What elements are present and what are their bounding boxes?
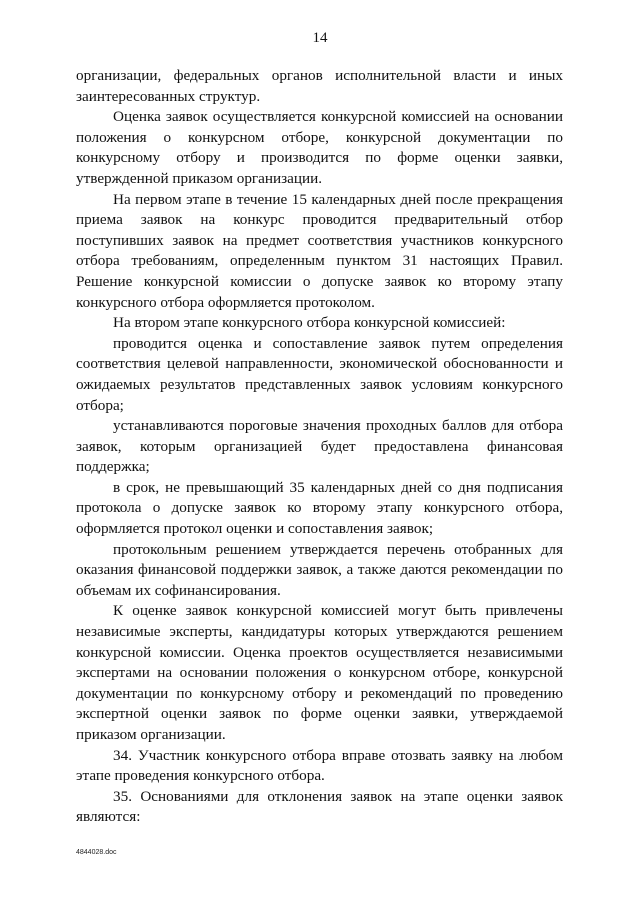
paragraph-continuation: организации, федеральных органов исполнительной власти и иных заинтересованных структур. (76, 67, 563, 105)
paragraph-second-stage-item-3: в срок, не превышающий 35 календарных дней со дня подписания протокола о допуске заявок ко второму этапу конкурсного отбора, оформляется протокол оценки и сопоставления заявок; (76, 478, 563, 538)
paragraph-clause-34: 34. Участник конкурсного отбора вправе отозвать заявку на любом этапе проведения конкурсного отбора. (76, 746, 563, 785)
paragraph-second-stage-item-2: устанавливаются пороговые значения проходных баллов для отбора заявок, которым организацией будет предоставлена финансовая поддержка; (76, 417, 563, 476)
paragraph-independent-experts: К оценке заявок конкурсной комиссией могут быть привлечены независимые эксперты, кандидатуры которых утверждаются решением конкурсной комиссии. Оценка проектов осуществляется независимыми экспертами на основании положения о конкурсном отборе, конкурсной документации по конкурсному отбору и рекомендаций по проведению экспертной оценки заявок по форме оценки заявки, утверждаемой приказом организации. (76, 602, 563, 743)
footer-document-code: 4844028.doc (76, 849, 117, 856)
paragraph-evaluation-procedure: Оценка заявок осуществляется конкурсной комиссией на основании положения о конкурсном отборе, конкурсной документации по конкурсному отбору и производится по форме оценки заявки, утвержденной приказом организации. (76, 108, 563, 187)
paragraph-second-stage-intro: На втором этапе конкурсного отбора конкурсной комиссией: (113, 314, 506, 332)
paragraph-clause-35: 35. Основаниями для отклонения заявок на этапе оценки заявок являются: (76, 787, 563, 826)
page-number: 14 (312, 30, 328, 46)
paragraph-second-stage-item-1: проводится оценка и сопоставление заявок путем определения соответствия целевой направленности, экономической обоснованности и ожидаемых результатов представленных заявок условиям конкурсного отбора; (76, 334, 563, 414)
paragraph-first-stage: На первом этапе в течение 15 календарных дней после прекращения приема заявок на конкурс проводится предварительный отбор поступивших заявок на предмет соответствия участников конкурсного отбора требованиям, определенным пунктом 31 настоящих Правил. Решение конкурсной комиссии о допуске заявок ко второму этапу конкурсного отбора оформляется протоколом. (76, 190, 563, 311)
paragraph-second-stage-item-4: протокольным решением утверждается перечень отобранных для оказания финансовой поддержки заявок, а также даются рекомендации по объемам их софинансирования. (76, 540, 563, 599)
document-body (76, 66, 563, 828)
